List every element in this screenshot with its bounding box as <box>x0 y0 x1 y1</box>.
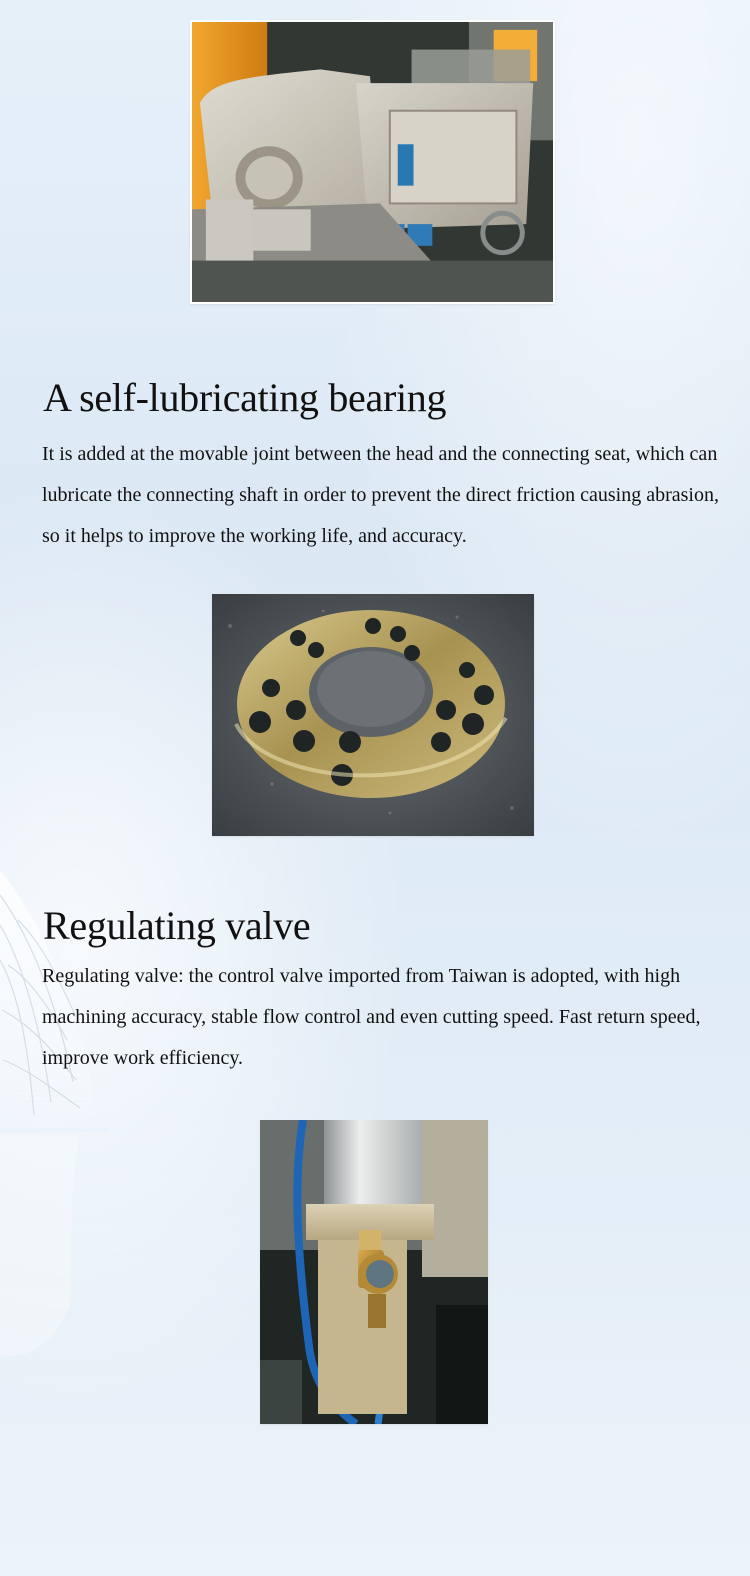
valve-section-title: Regulating valve <box>43 903 311 948</box>
regulating-valve-photo <box>260 1120 488 1424</box>
bearing-machine-photo <box>190 20 555 304</box>
valve-section-description: Regulating valve: the control valve imported from Taiwan is adopted, with high machining accuracy, stable flow control and even cutting speed. Fast return speed, improve work efficiency. <box>42 965 701 1069</box>
bearing-section-description: It is added at the movable joint between the head and the connecting seat, which can lubricate the connecting shaft in order to prevent the direct friction causing abrasion, so it helps to improve the working life, and accuracy. <box>42 443 719 547</box>
self-lubricating-bearing-photo <box>212 594 534 836</box>
bearing-section-title: A self-lubricating bearing <box>43 375 447 420</box>
